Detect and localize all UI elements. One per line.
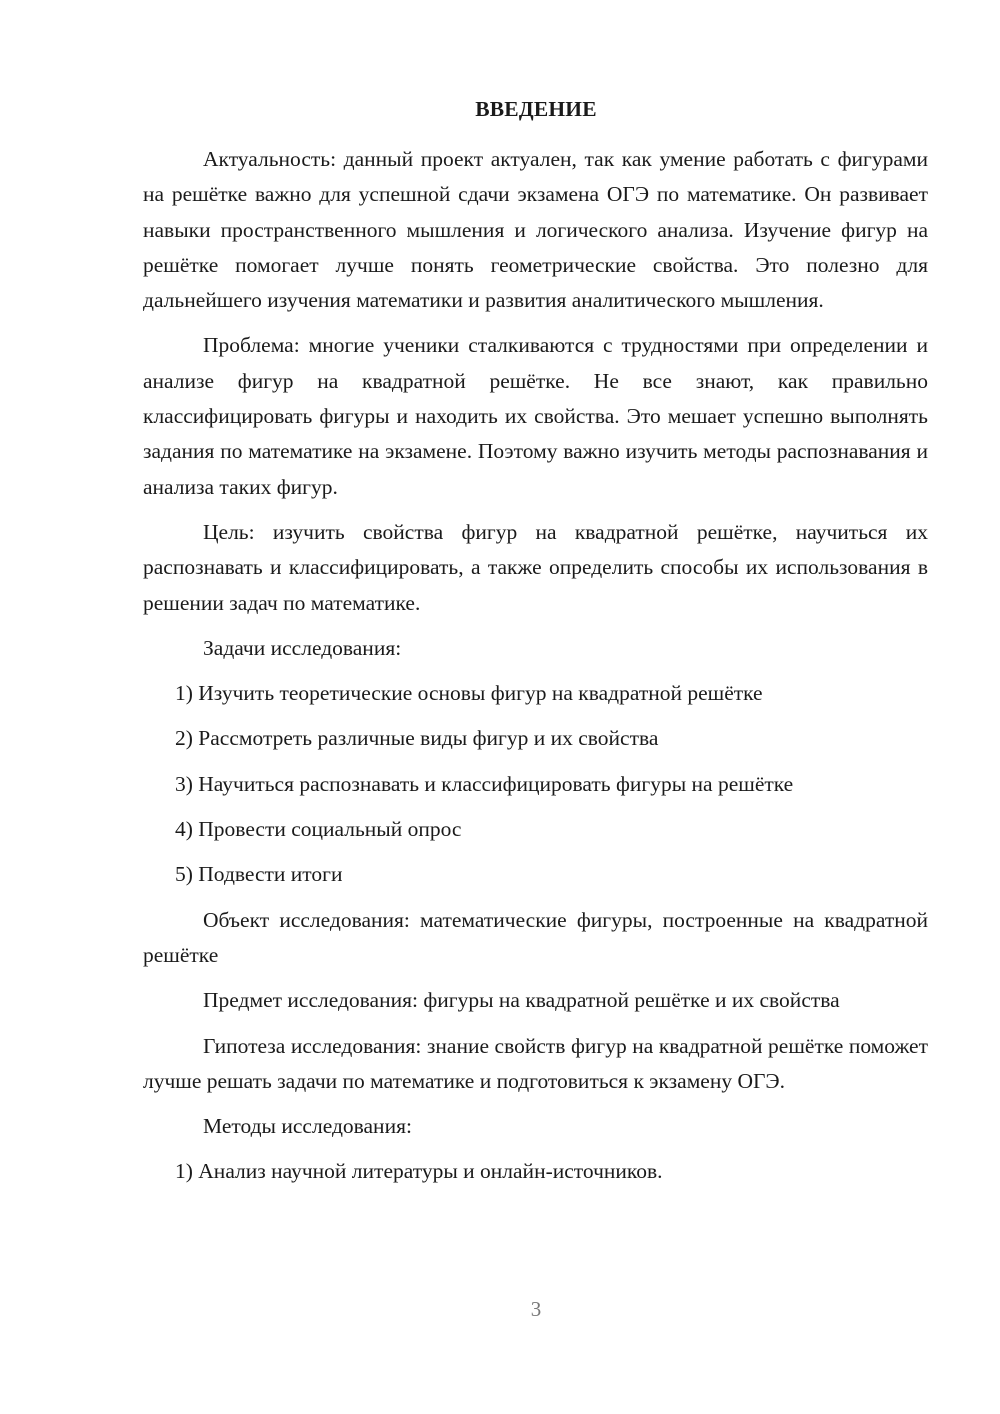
tasks-title: Задачи исследования:	[203, 635, 402, 660]
relevance-paragraph: Актуальность: данный проект актуален, так как умение работать с фигурами на решётке важно для успешной сдачи экзамена ОГЭ по математике. Он развивает навыки пространственного мышления и логического анализа. Изучение фигур на решётке помогает лучше понять геометрические свойства. Это полезно для дальнейшего изучения математики и развития аналитического мышления.	[143, 147, 928, 313]
object-paragraph: Объект исследования: математические фигуры, построенные на квадратной решётке	[143, 907, 928, 967]
list-item: 5) Подвести итоги	[175, 862, 343, 887]
methods-list	[143, 1154, 928, 1189]
problem-paragraph: Проблема: многие ученики сталкиваются с трудностями при определении и анализе фигур на квадратной решётке. Не все знают, как правильно классифицировать фигуры и находить их свойства. Это мешает успешно выполнять задания по математике на экзамене. Поэтому важно изучить методы распознавания и анализа таких фигур.	[143, 333, 928, 499]
list-item: 2) Рассмотреть различные виды фигур и их свойства	[175, 726, 659, 751]
section-heading: ВВЕДЕНИЕ	[475, 97, 597, 121]
document-body	[143, 142, 928, 1200]
list-item: 1) Изучить теоретические основы фигур на квадратной решётке	[175, 681, 763, 706]
methods-title: Методы исследования:	[203, 1114, 412, 1139]
list-item: 1) Анализ научной литературы и онлайн-источников.	[175, 1159, 663, 1184]
subject-paragraph: Предмет исследования: фигуры на квадратной решётке и их свойства	[203, 988, 840, 1013]
hypothesis-paragraph: Гипотеза исследования: знание свойств фигур на квадратной решётке поможет лучше решать задачи по математике и подготовиться к экзамену ОГЭ.	[143, 1033, 928, 1093]
goal-paragraph: Цель: изучить свойства фигур на квадратной решётке, научиться их распознавать и классифицировать, а также определить способы их использования в решении задач по математике.	[143, 519, 928, 615]
tasks-list	[143, 676, 928, 892]
page-number: 3	[530, 1297, 542, 1321]
list-item: 3) Научиться распознавать и классифицировать фигуры на решётке	[175, 771, 794, 796]
list-item: 4) Провести социальный опрос	[175, 817, 462, 842]
